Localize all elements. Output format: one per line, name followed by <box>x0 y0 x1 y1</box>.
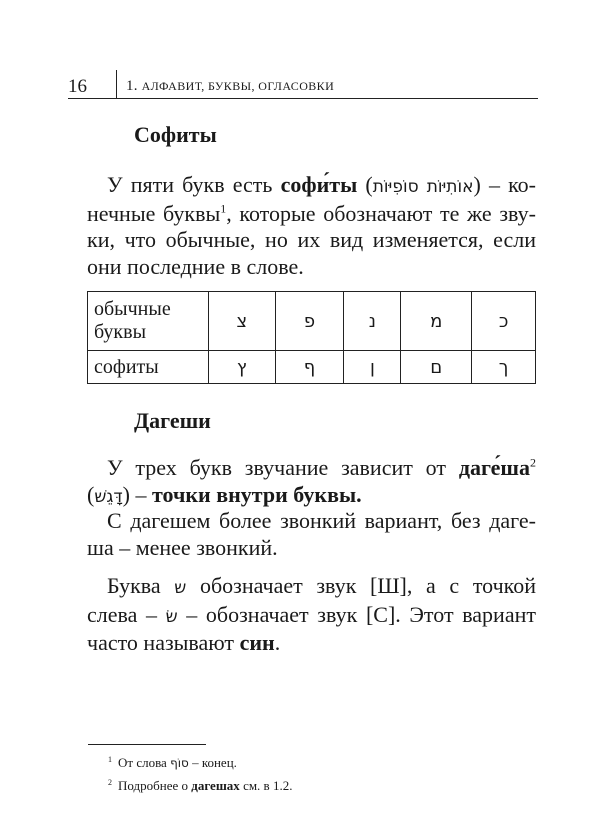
table-cell-letter: מ <box>401 292 472 351</box>
section-title-dageshi: Дагеши <box>134 408 211 433</box>
text-line: С дагешем более звонкий вариант, без даге- <box>107 508 536 533</box>
table-cell-letter: צ <box>209 292 276 351</box>
footnote-rule <box>88 744 206 745</box>
text-line: ша – менее звонкий. <box>87 534 278 560</box>
text-line: (דָּגֵשׁ) – точки внутри буквы. <box>87 481 362 507</box>
table-cell-label: обычные буквы <box>88 292 209 351</box>
paragraph-sofits <box>87 172 536 280</box>
header-divider <box>116 70 117 98</box>
paragraph-shin-sin <box>87 573 536 657</box>
table-cell-letter: ן <box>344 351 401 384</box>
text-line: слева – שׂ – обозначает звук [С]. Этот вариант <box>87 601 536 627</box>
text-line: нечные буквы$^1$, которые обозначают те же зву- <box>87 200 536 226</box>
running-title: 1. АЛФАВИТ, БУКВЫ, ОГЛАСОВКИ <box>126 78 335 94</box>
section-title-sofits: Софиты <box>134 122 217 147</box>
running-header <box>68 64 538 99</box>
text-line: часто называют син. <box>87 630 281 655</box>
page-number: 16 <box>68 76 87 97</box>
table-cell-letter: ם <box>401 351 472 384</box>
table-cell-letter: ץ <box>209 351 276 384</box>
paragraph-dageshi-1 <box>87 455 536 510</box>
table-cell-label: софиты <box>88 351 209 384</box>
footnote-1: $^1$ От слова סוֹף – конец. <box>108 754 237 770</box>
table-cell-letter: ך <box>472 351 536 384</box>
text-line: Буква ש обозначает звук [Ш], а с точкой <box>107 573 536 598</box>
text-line: У трех букв звучание зависит от $даге́ша^2$ <box>107 455 536 480</box>
table-cell-letter: פ <box>275 292 344 351</box>
sofits-table <box>87 291 536 384</box>
footnote-2: $^2$ Подробнее о дагешах см. в 1.2. <box>108 777 293 793</box>
table-cell-letter: ף <box>275 351 344 384</box>
text-line: У пяти букв есть софи́ты (אוֹתִיּוֹת סוֹפִיּוֹת) – ко- <box>107 172 536 197</box>
table-cell-letter: נ <box>344 292 401 351</box>
paragraph-dageshi-2 <box>87 508 536 561</box>
text-line: ки, что обычные, но их вид изменяется, если <box>87 227 536 252</box>
table-cell-letter: כ <box>472 292 536 351</box>
text-line: они последние в слове. <box>87 253 304 279</box>
table-row <box>88 351 536 384</box>
table-row <box>88 292 536 351</box>
